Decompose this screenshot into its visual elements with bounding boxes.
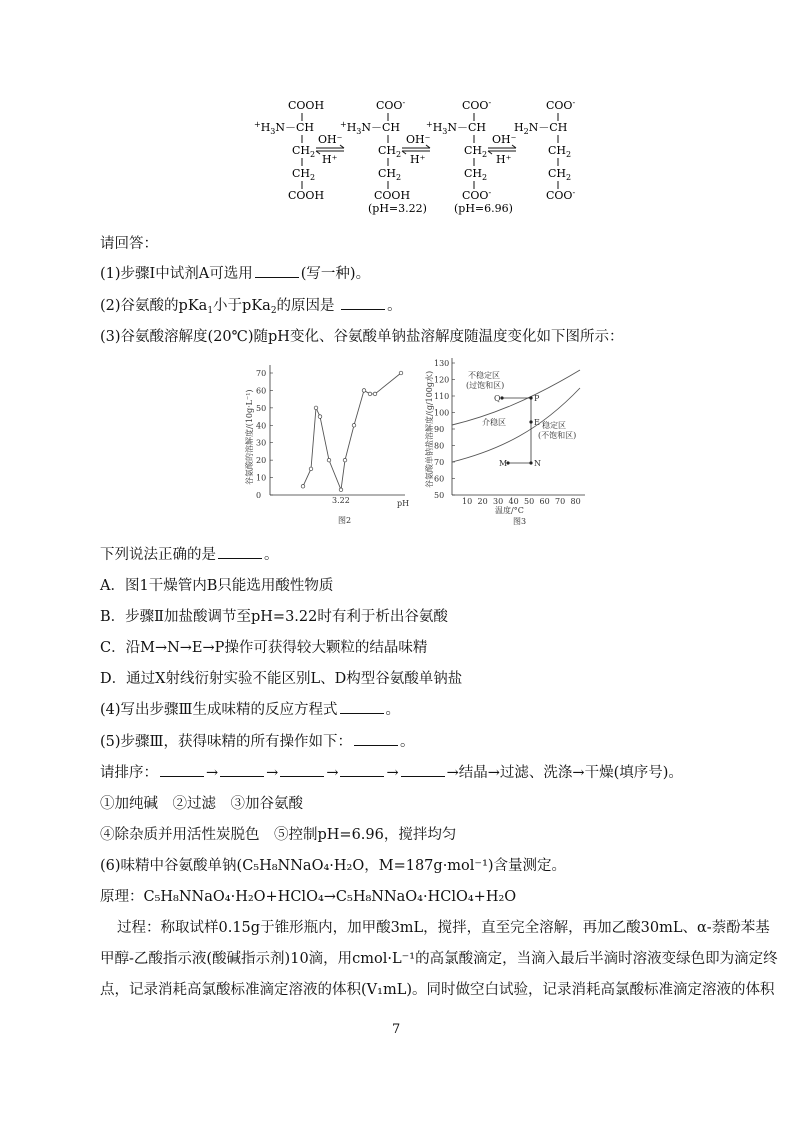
question-2	[100, 294, 402, 316]
principle-equation: 原理：C₅H₈NNaO₄·H₂O+HClO₄→C₅H₈NNaO₄·HClO₄+H₂O	[100, 889, 517, 905]
fig3-xtick-label: 60	[539, 497, 550, 506]
fig3-label-p: P	[534, 394, 540, 403]
fig3-region-stable: 稳定区	[542, 421, 566, 430]
fig2-data-point	[373, 392, 377, 396]
fig2-ytick-label: 30	[256, 438, 267, 448]
svg-text:COO-: COO-	[462, 188, 492, 202]
fig2-ytick-label: 40	[256, 421, 267, 431]
fig2-data-point	[368, 392, 372, 396]
order-arrow-2: →	[266, 765, 279, 781]
fig2-ytick-label: 0	[256, 491, 262, 500]
svg-text:H⁺: H⁺	[410, 153, 426, 166]
question-3-prompt	[100, 543, 279, 564]
q2-end: 。	[387, 298, 402, 314]
fig3-point-n	[529, 461, 532, 464]
fig3-label-q: Q	[494, 394, 501, 403]
fig2-ytick-label: 10	[256, 473, 267, 483]
q1-text: (1)步骤Ⅰ中试剂A可选用	[100, 266, 253, 282]
fig2-ytick-label: 70	[256, 369, 267, 378]
q3-prompt-text: 下列说法正确的是	[100, 547, 216, 563]
fig3-ytick-label: 100	[434, 408, 450, 418]
order-blank-1	[160, 764, 204, 777]
fig3-xtick-label: 40	[508, 497, 519, 506]
svg-text:COO-: COO-	[546, 188, 576, 202]
fig3-point-q	[500, 396, 503, 399]
answer-prompt: 请回答：	[100, 236, 158, 252]
fig3-label-m: M	[499, 459, 508, 468]
order-arrow-4: →	[386, 765, 399, 781]
fig3-region-metastable: 介稳区	[482, 418, 506, 427]
svg-text:COOH: COOH	[374, 189, 411, 202]
question-6: (6)味精中谷氨酸单钠(C₅H₈NNaO₄·H₂O，M=187g·mol⁻¹)含量测定。	[100, 858, 567, 874]
q4-blank	[340, 701, 384, 714]
svg-text:+H3N－CH: $^+H_3N-CH$	[426, 120, 487, 136]
process-text-1: 过程：称取试样0.15g于锥形瓶内，加甲酸3mL，搅拌，直至完全溶解，再加乙酸30mL、α-萘酚苯基	[117, 920, 770, 936]
operations-list-2: ④除杂质并用活性炭脱色 ⑤控制pH=6.96，搅拌均匀	[100, 827, 457, 843]
svg-text:CH2: $CH_2$	[464, 167, 488, 182]
order-blank-2	[220, 764, 264, 777]
svg-text:CH2: $CH_2$	[292, 144, 316, 159]
equilibrium-arrow-1	[316, 133, 344, 166]
q2-text: (2)谷氨酸的pKa	[100, 298, 208, 314]
fig3-ylabel: 谷氨酸单钠盐溶解度/(g/100g水)	[425, 370, 434, 488]
svg-text:(pH=6.96): (pH=6.96)	[454, 202, 513, 215]
order-arrow-3: →	[326, 765, 339, 781]
fig3-ytick-label: 80	[434, 441, 445, 451]
fig2-ytick-label: 20	[256, 456, 267, 466]
order-label: 请排序：	[100, 765, 158, 781]
equilibrium-arrow-3	[488, 133, 517, 166]
equilibrium-arrow-2	[402, 133, 431, 166]
svg-text:+H3N－CH: $^+H_3N-CH$	[254, 120, 315, 136]
fig2-data-point	[318, 415, 322, 419]
q1-suffix: (写一种)。	[300, 266, 371, 282]
question-5	[100, 730, 415, 751]
fig3-xtick-label: 80	[570, 497, 581, 506]
fig3-xtick-label: 30	[493, 497, 504, 506]
svg-text:+H3N－CH: $^+H_3N-CH$	[340, 120, 401, 136]
svg-text:CH2: $CH_2$	[378, 167, 402, 182]
fig2-data-point	[362, 389, 366, 393]
order-blank-3	[280, 764, 324, 777]
q4-end: 。	[385, 702, 401, 718]
svg-text:OH⁻: OH⁻	[406, 133, 431, 146]
page-number: 7	[392, 1022, 401, 1037]
fig3-ytick-label: 130	[434, 359, 450, 368]
fig3-xtick-label: 70	[555, 497, 566, 506]
svg-text:H⁺: H⁺	[496, 153, 512, 166]
fig3-caption: 图3	[513, 517, 527, 526]
order-blank-4	[340, 764, 384, 777]
fig2-ylabel: 谷氨酸的溶解度/(10g·L⁻¹)	[245, 389, 254, 485]
fig3-ytick-label: 60	[434, 474, 445, 484]
fig3-xtick-label: 50	[524, 497, 535, 506]
figure-2-chart	[240, 355, 420, 530]
q3-prompt-end: 。	[264, 547, 279, 563]
fig3-ytick-label: 50	[434, 491, 445, 500]
q1-blank	[255, 265, 299, 278]
order-blank-5	[401, 764, 445, 777]
svg-text:OH⁻: OH⁻	[318, 133, 343, 146]
svg-text:CH2: $CH_2$	[292, 167, 316, 182]
fig2-data-point	[343, 458, 347, 462]
order-arrow-1: →	[206, 765, 219, 781]
fig3-region-unstable: 不稳定区	[468, 371, 500, 380]
option-a: A．图1干燥管内B只能选用酸性物质	[100, 578, 334, 594]
fig3-label-e: E	[534, 418, 540, 427]
option-d: D．通过X射线衍射实验不能区别L、D构型谷氨酸单钠盐	[100, 671, 463, 687]
svg-text:H2N－CH: $H_2N-CH$	[514, 121, 568, 136]
fig3-region-unstable-note: (过饱和区)	[466, 381, 505, 390]
fig2-data-point	[327, 458, 331, 462]
order-suffix: →结晶→过滤、洗涤→干燥(填序号)。	[446, 765, 683, 781]
svg-text:COO-: COO-	[376, 98, 406, 112]
svg-text:COO-: COO-	[546, 98, 576, 112]
question-1	[100, 262, 370, 283]
svg-text:OH⁻: OH⁻	[492, 133, 517, 146]
fig3-xtick-label: 20	[477, 497, 488, 506]
fig2-data-point	[314, 406, 318, 410]
q2-blank	[341, 297, 385, 310]
fig3-ytick-label: 90	[434, 425, 445, 434]
fig3-xlabel: 温度/°C	[495, 506, 524, 515]
fig3-xtick-label: 10	[462, 497, 473, 506]
svg-text:(pH=3.22): (pH=3.22)	[368, 202, 427, 215]
fig2-data-point	[399, 371, 403, 375]
fig2-solubility-curve	[303, 373, 401, 490]
fig2-data-point	[309, 467, 313, 471]
fig2-ytick-label: 50	[256, 403, 267, 413]
fig2-xtick-322: 3.22	[332, 496, 350, 505]
fig2-data-point	[352, 423, 356, 427]
svg-text:COOH: COOH	[288, 189, 325, 202]
option-c: C．沿M→N→E→P操作可获得较大颗粒的结晶味精	[100, 640, 428, 656]
fig2-xlabel: pH	[397, 499, 410, 508]
q3-blank	[218, 546, 262, 559]
fig3-ytick-label: 110	[434, 392, 450, 401]
q4-text: (4)写出步骤Ⅲ生成味精的反应方程式	[100, 702, 338, 718]
option-b: B．步骤Ⅱ加盐酸调节至pH=3.22时有利于析出谷氨酸	[100, 609, 448, 625]
fig2-ytick-label: 60	[256, 386, 267, 396]
svg-text:CH2: $CH_2$	[548, 144, 572, 159]
species-4	[514, 98, 575, 202]
process-text-2: 甲醇-乙酸指示液(酸碱指示剂)10滴，用cmol·L⁻¹的高氯酸滴定，当滴入最后半滴时溶液变绿色即为滴定终	[100, 951, 778, 967]
q2-sub2: 2	[270, 306, 277, 316]
svg-text:CH2: $CH_2$	[378, 144, 402, 159]
q2-mid: 小于pKa	[213, 298, 271, 314]
fig3-point-p	[529, 396, 532, 399]
svg-text:H⁺: H⁺	[322, 153, 338, 166]
fig3-point-e	[529, 420, 532, 423]
process-text-3: 点，记录消耗高氯酸标准滴定溶液的体积(V₁mL)。同时做空白试验，记录消耗高氯酸标准滴定溶液的体积	[100, 982, 775, 998]
q5-blank	[354, 733, 398, 746]
q5-text: (5)步骤Ⅲ，获得味精的所有操作如下：	[100, 734, 353, 750]
fig3-label-n: N	[534, 459, 541, 468]
svg-text:COO-: COO-	[462, 98, 492, 112]
fig3-ytick-label: 120	[434, 375, 450, 385]
fig2-data-point	[339, 488, 343, 492]
fig3-ytick-label: 70	[434, 458, 445, 467]
q2-post: 的原因是	[276, 298, 335, 314]
species-1	[254, 99, 324, 202]
fig2-caption: 图2	[338, 516, 352, 525]
order-sequence	[100, 761, 683, 782]
fig2-data-point	[301, 484, 305, 488]
figure-3-chart	[420, 350, 590, 530]
svg-text:CH2: $CH_2$	[464, 144, 488, 159]
question-3: (3)谷氨酸溶解度(20℃)随pH变化、谷氨酸单钠盐溶解度随温度变化如下图所示：	[100, 329, 624, 345]
svg-text:CH2: $CH_2$	[548, 167, 572, 182]
question-4	[100, 698, 400, 719]
q5-end: 。	[400, 734, 415, 750]
svg-text:COOH: COOH	[288, 99, 325, 112]
operations-list-1: ①加纯碱 ②过滤 ③加谷氨酸	[100, 796, 303, 812]
fig3-region-stable-note: (不饱和区)	[538, 431, 577, 440]
reaction-scheme	[240, 96, 580, 216]
q2-sub1: 1	[207, 306, 214, 316]
